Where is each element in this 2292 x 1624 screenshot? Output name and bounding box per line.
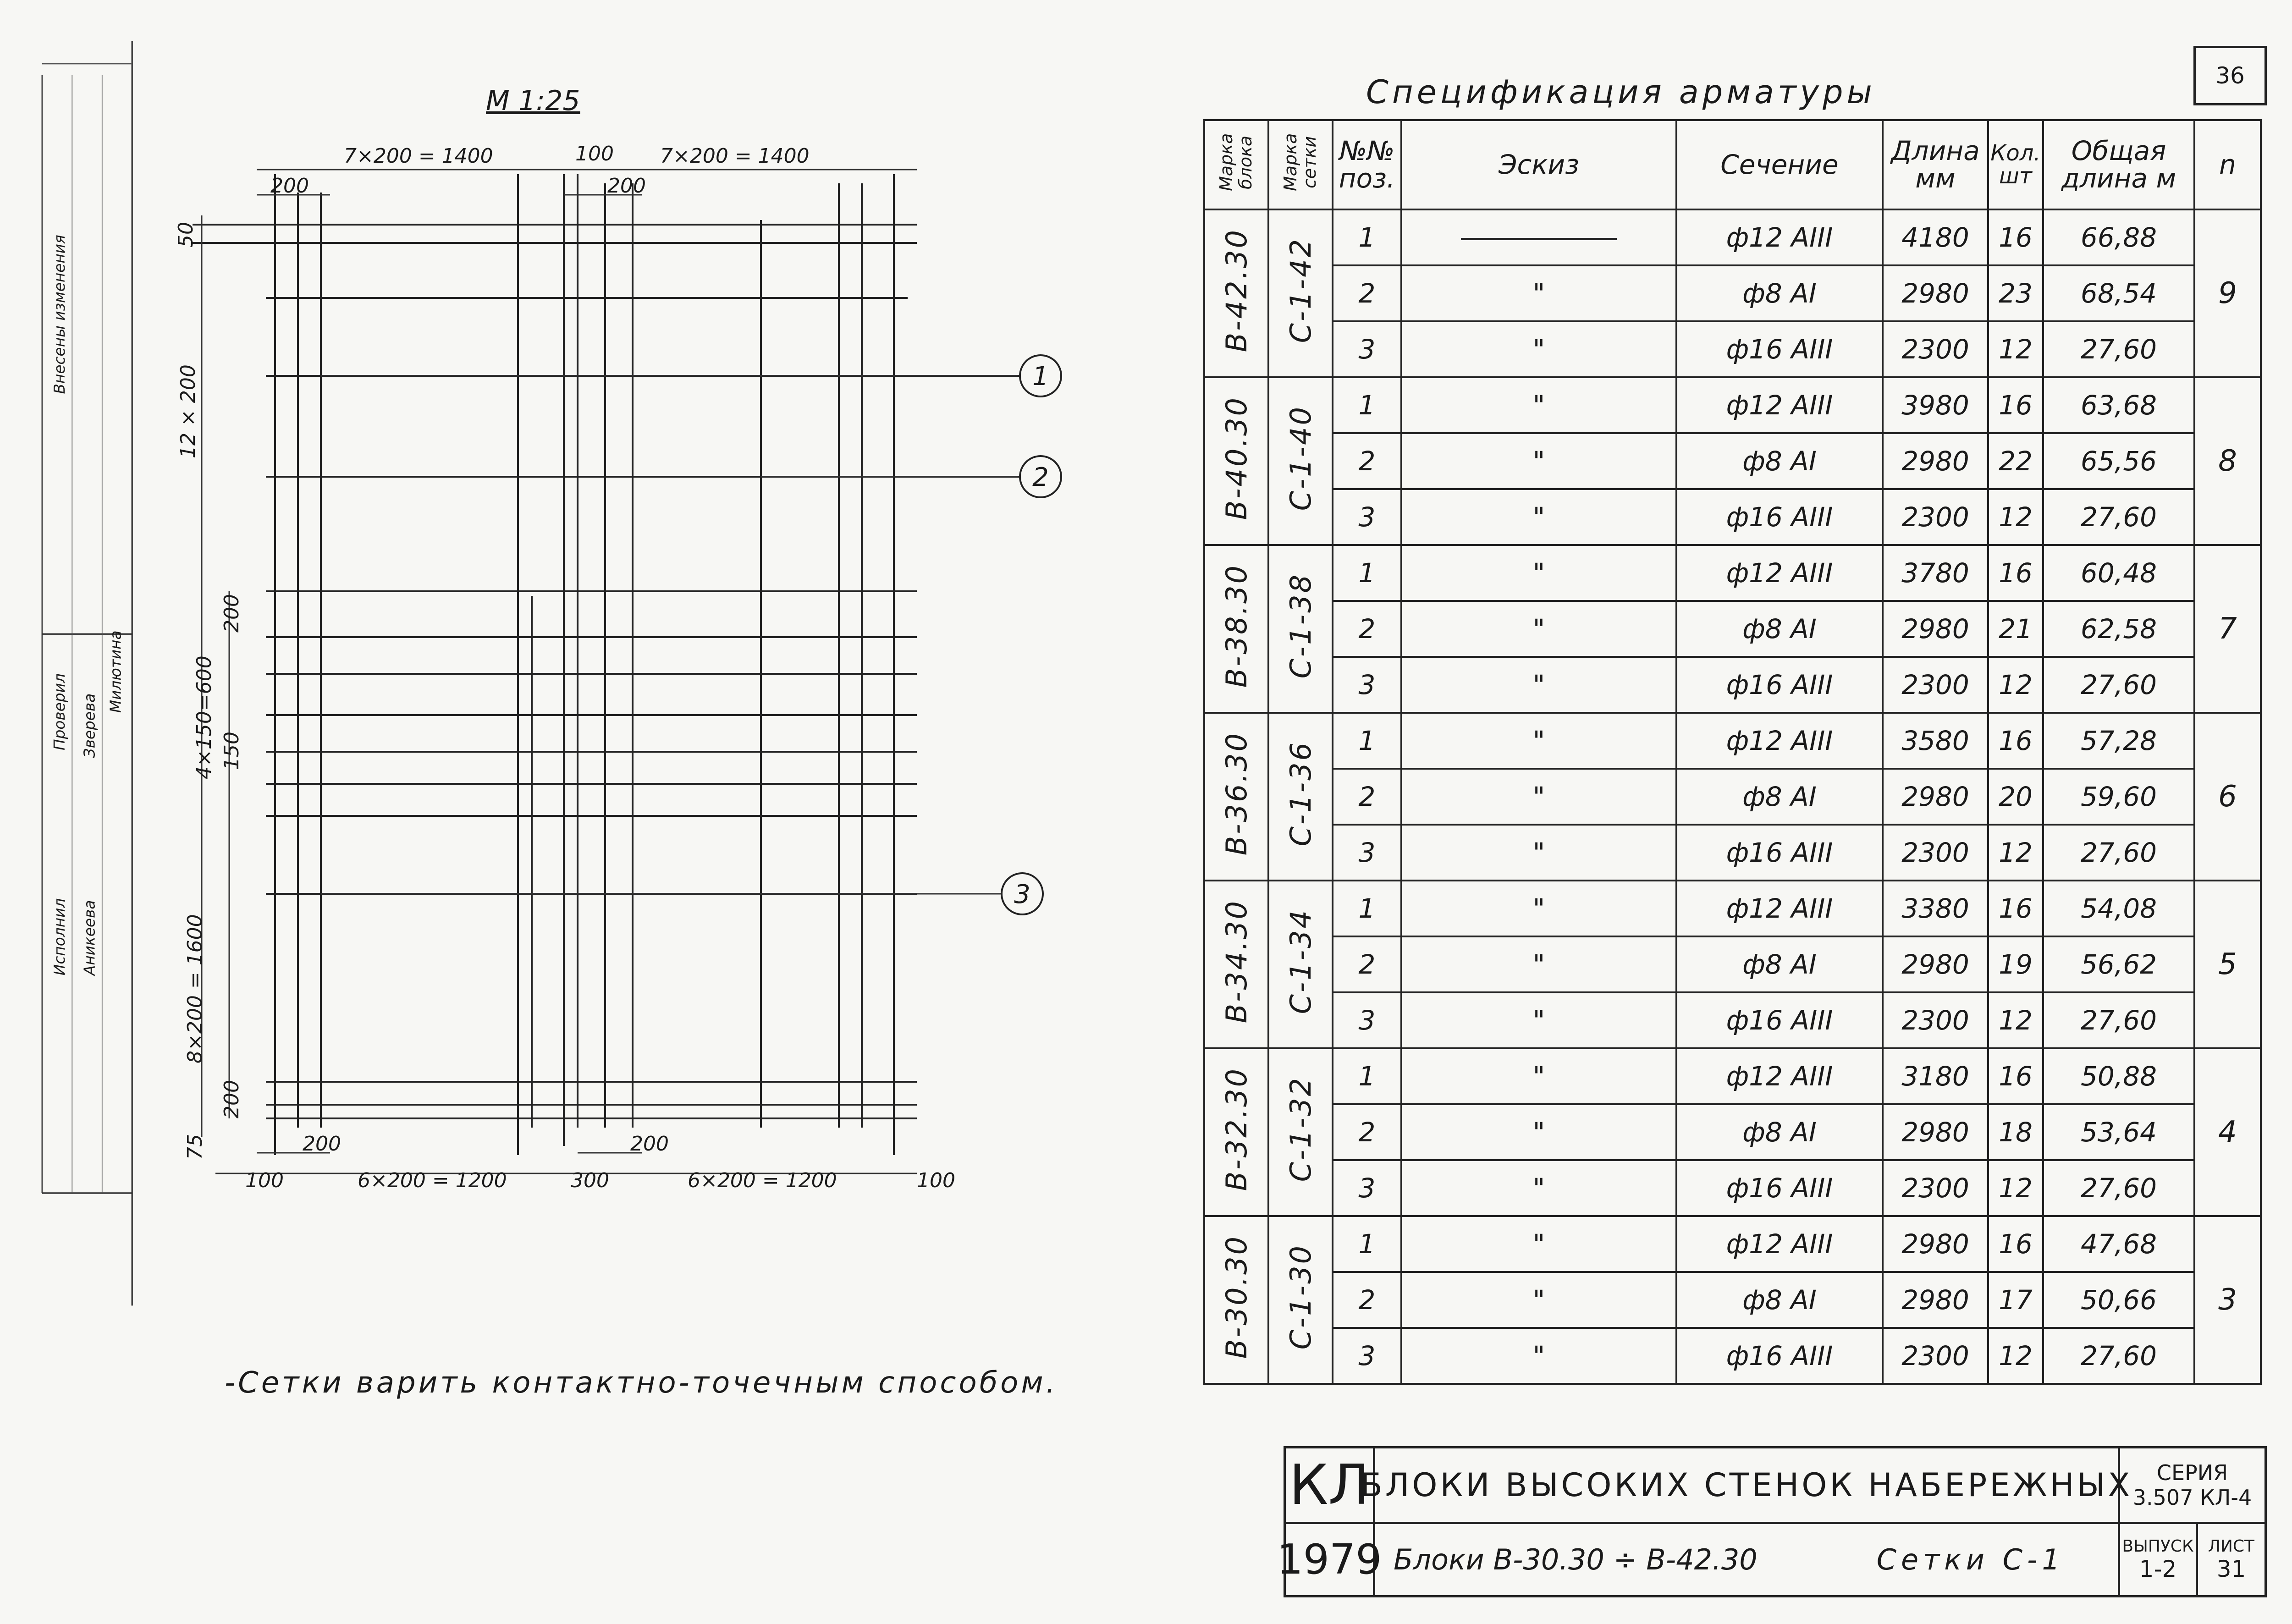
hdr-n: n — [2194, 120, 2261, 209]
pos-cell: 3 — [1333, 1328, 1401, 1384]
section-cell: ф16 АIII — [1676, 1328, 1883, 1384]
pos-cell: 2 — [1333, 769, 1401, 825]
length-cell: 2300 — [1883, 1328, 1988, 1384]
spec-title: Спецификация арматуры — [1366, 73, 1876, 111]
block-mark: В-42.30 — [1219, 228, 1253, 352]
bar-sketch — [1461, 238, 1617, 240]
stamp-name-checked: Зверева — [81, 693, 99, 758]
total-length-cell: 27,60 — [2043, 825, 2194, 881]
dim-left-top: 50 — [174, 222, 198, 248]
pos-cell: 3 — [1333, 321, 1401, 377]
sketch-cell: " — [1401, 1104, 1676, 1160]
section-cell: ф12 АIII — [1676, 209, 1883, 265]
section-cell: ф8 АI — [1676, 1104, 1883, 1160]
qty-cell: 16 — [1988, 1048, 2043, 1104]
block-mark: В-30.30 — [1219, 1234, 1253, 1359]
tb-sheet — [2198, 1524, 2264, 1595]
qty-cell: 16 — [1988, 713, 2043, 769]
sketch-cell — [1401, 209, 1676, 265]
tb-series-label: СЕРИЯ — [2156, 1460, 2228, 1485]
spec-row — [1204, 713, 2261, 769]
dim-left-75: 75 — [183, 1134, 207, 1160]
block-mark: В-38.30 — [1219, 563, 1253, 688]
length-cell: 2980 — [1883, 769, 1988, 825]
total-length-cell: 47,68 — [2043, 1216, 2194, 1272]
pos-cell: 2 — [1333, 936, 1401, 992]
pos-cell: 3 — [1333, 825, 1401, 881]
spec-row — [1204, 489, 2261, 545]
mesh-mark: С-1-34 — [1284, 908, 1317, 1014]
qty-cell: 12 — [1988, 1328, 2043, 1384]
qty-cell: 21 — [1988, 601, 2043, 657]
section-cell: ф16 АIII — [1676, 1160, 1883, 1216]
n-cell: 9 — [2194, 209, 2261, 377]
sketch-cell: " — [1401, 321, 1676, 377]
length-cell: 2980 — [1883, 1272, 1988, 1328]
length-cell: 2980 — [1883, 1216, 1988, 1272]
tb-org: КЛ — [1286, 1448, 1375, 1524]
dim-left-200-b: 200 — [220, 1080, 243, 1118]
pos-cell: 2 — [1333, 601, 1401, 657]
welding-note: -Сетки варить контактно-точечным способом. — [225, 1366, 1058, 1400]
tb-issue-value: 1-2 — [2139, 1556, 2177, 1582]
total-length-cell: 27,60 — [2043, 1328, 2194, 1384]
block-mark: В-36.30 — [1219, 731, 1253, 856]
section-cell: ф16 АIII — [1676, 489, 1883, 545]
dim-top-200-right: 200 — [607, 174, 646, 198]
mesh-mark: С-1-30 — [1284, 1244, 1317, 1350]
sketch-cell: " — [1401, 825, 1676, 881]
dim-left-200-a: 200 — [220, 594, 243, 633]
spec-row — [1204, 545, 2261, 601]
section-cell: ф12 АIII — [1676, 377, 1883, 433]
length-cell: 2300 — [1883, 321, 1988, 377]
mesh-mark: С-1-38 — [1284, 573, 1317, 679]
tb-subtitle2: Сетки С-1 — [1876, 1543, 2065, 1576]
sketch-cell: " — [1401, 377, 1676, 433]
tb-sheet-value: 31 — [2216, 1556, 2246, 1582]
spec-row — [1204, 992, 2261, 1048]
mesh-drawing — [0, 0, 1146, 1329]
length-cell: 3380 — [1883, 881, 1988, 936]
total-length-cell: 27,60 — [2043, 992, 2194, 1048]
tb-issue-label: ВЫПУСК — [2122, 1537, 2194, 1556]
pos-cell: 1 — [1333, 545, 1401, 601]
length-cell: 3580 — [1883, 713, 1988, 769]
dim-top-right: 7×200 = 1400 — [660, 144, 810, 168]
dim-bottom-200-left: 200 — [303, 1132, 341, 1156]
spec-row — [1204, 1048, 2261, 1104]
pos-cell: 2 — [1333, 1104, 1401, 1160]
hdr-pos: №№ поз. — [1333, 120, 1401, 209]
section-cell: ф8 АI — [1676, 433, 1883, 489]
block-mark-cell — [1204, 1048, 1268, 1216]
spec-row — [1204, 825, 2261, 881]
pos-cell: 3 — [1333, 992, 1401, 1048]
sketch-cell: " — [1401, 1272, 1676, 1328]
sketch-cell: " — [1401, 1328, 1676, 1384]
block-mark-cell — [1204, 545, 1268, 713]
length-cell: 2300 — [1883, 825, 1988, 881]
block-mark: В-32.30 — [1219, 1067, 1253, 1191]
pos-cell: 1 — [1333, 1216, 1401, 1272]
spec-row — [1204, 321, 2261, 377]
dim-left-8x200: 8×200 = 1600 — [183, 914, 207, 1063]
hdr-length: Длина мм — [1883, 120, 1988, 209]
tb-year: 1979 — [1286, 1524, 1375, 1595]
sketch-cell: " — [1401, 545, 1676, 601]
total-length-cell: 57,28 — [2043, 713, 2194, 769]
length-cell: 3980 — [1883, 377, 1988, 433]
spec-row — [1204, 881, 2261, 936]
mesh-mark: С-1-40 — [1284, 405, 1317, 511]
qty-cell: 20 — [1988, 769, 2043, 825]
sheet-number: 36 — [2193, 46, 2267, 105]
hdr-section: Сечение — [1676, 120, 1883, 209]
dim-bottom-right: 6×200 = 1200 — [688, 1169, 837, 1192]
length-cell: 2980 — [1883, 936, 1988, 992]
section-cell: ф8 АI — [1676, 265, 1883, 321]
n-cell: 4 — [2194, 1048, 2261, 1216]
sketch-cell: " — [1401, 992, 1676, 1048]
spec-row — [1204, 1160, 2261, 1216]
length-cell: 2980 — [1883, 265, 1988, 321]
tb-series — [2120, 1448, 2264, 1524]
pos-cell: 1 — [1333, 713, 1401, 769]
dim-bottom-left: 6×200 = 1200 — [358, 1169, 507, 1192]
tb-subtitle-row — [1375, 1524, 2120, 1595]
sketch-cell: " — [1401, 657, 1676, 713]
qty-cell: 12 — [1988, 825, 2043, 881]
section-cell: ф16 АIII — [1676, 321, 1883, 377]
dim-left-12x200: 12 × 200 — [176, 364, 200, 458]
section-cell: ф8 АI — [1676, 601, 1883, 657]
block-mark: В-34.30 — [1219, 899, 1253, 1024]
sketch-cell: " — [1401, 265, 1676, 321]
spec-row — [1204, 1104, 2261, 1160]
spec-row — [1204, 601, 2261, 657]
section-cell: ф12 АIII — [1676, 1048, 1883, 1104]
section-cell: ф12 АIII — [1676, 713, 1883, 769]
hdr-sketch: Эскиз — [1401, 120, 1676, 209]
stamp-name-exec: Аникеева — [81, 900, 99, 976]
sketch-cell: " — [1401, 769, 1676, 825]
stamp-label-exec: Исполнил — [50, 898, 68, 976]
qty-cell: 22 — [1988, 433, 2043, 489]
qty-cell: 16 — [1988, 377, 2043, 433]
spec-header-row — [1204, 120, 2261, 209]
qty-cell: 17 — [1988, 1272, 2043, 1328]
stamp-label-checked: Проверил — [50, 673, 68, 751]
dim-top-left: 7×200 = 1400 — [344, 144, 493, 168]
spec-row — [1204, 377, 2261, 433]
block-mark: В-40.30 — [1219, 396, 1253, 520]
n-cell: 7 — [2194, 545, 2261, 713]
dim-bottom-100-right: 100 — [917, 1169, 955, 1192]
total-length-cell: 27,60 — [2043, 657, 2194, 713]
mesh-mark-cell — [1268, 1048, 1333, 1216]
total-length-cell: 50,88 — [2043, 1048, 2194, 1104]
section-cell: ф8 АI — [1676, 936, 1883, 992]
length-cell: 3780 — [1883, 545, 1988, 601]
pos-cell: 3 — [1333, 489, 1401, 545]
stamp-name-checked2: Милютина — [107, 630, 125, 713]
mesh-mark-cell — [1268, 1216, 1333, 1384]
mesh-outline — [193, 174, 1022, 1155]
tb-sheet-label: ЛИСТ — [2208, 1537, 2255, 1556]
total-length-cell: 59,60 — [2043, 769, 2194, 825]
block-mark-cell — [1204, 209, 1268, 377]
section-cell: ф16 АIII — [1676, 657, 1883, 713]
spec-row — [1204, 433, 2261, 489]
qty-cell: 12 — [1988, 489, 2043, 545]
mesh-mark-cell — [1268, 209, 1333, 377]
qty-cell: 12 — [1988, 657, 2043, 713]
block-mark-cell — [1204, 713, 1268, 881]
section-cell: ф12 АIII — [1676, 881, 1883, 936]
sketch-cell: " — [1401, 881, 1676, 936]
hdr-qty: Кол. шт — [1988, 120, 2043, 209]
mesh-mark: С-1-32 — [1284, 1076, 1317, 1182]
length-cell: 2980 — [1883, 433, 1988, 489]
n-cell: 5 — [2194, 881, 2261, 1048]
callout-1: 1 — [1032, 362, 1049, 391]
spec-row — [1204, 1216, 2261, 1272]
hdr-total-length: Общая длина м — [2043, 120, 2194, 209]
pos-cell: 1 — [1333, 209, 1401, 265]
total-length-cell: 68,54 — [2043, 265, 2194, 321]
dim-bottom-300: 300 — [571, 1169, 609, 1192]
pos-cell: 2 — [1333, 265, 1401, 321]
spec-row — [1204, 769, 2261, 825]
dim-bottom-200-right: 200 — [630, 1132, 669, 1156]
length-cell: 2980 — [1883, 1104, 1988, 1160]
n-cell: 3 — [2194, 1216, 2261, 1384]
sketch-cell: " — [1401, 433, 1676, 489]
section-cell: ф16 АIII — [1676, 992, 1883, 1048]
length-cell: 2980 — [1883, 601, 1988, 657]
spec-row — [1204, 1272, 2261, 1328]
total-length-cell: 53,64 — [2043, 1104, 2194, 1160]
stamp-label-changes: Внесены изменения — [50, 235, 68, 394]
section-cell: ф8 АI — [1676, 769, 1883, 825]
spec-row — [1204, 265, 2261, 321]
spec-table — [1203, 119, 2262, 1385]
mesh-mark: С-1-42 — [1284, 237, 1317, 343]
n-cell: 6 — [2194, 713, 2261, 881]
spec-row — [1204, 1328, 2261, 1384]
pos-cell: 1 — [1333, 881, 1401, 936]
sketch-cell: " — [1401, 1160, 1676, 1216]
block-mark-cell — [1204, 1216, 1268, 1384]
total-length-cell: 66,88 — [2043, 209, 2194, 265]
n-cell: 8 — [2194, 377, 2261, 545]
total-length-cell: 27,60 — [2043, 489, 2194, 545]
pos-cell: 3 — [1333, 1160, 1401, 1216]
pos-cell: 3 — [1333, 657, 1401, 713]
section-cell: ф12 АIII — [1676, 1216, 1883, 1272]
dim-top-mid: 100 — [575, 142, 614, 165]
mesh-mark-cell — [1268, 377, 1333, 545]
tb-issue — [2120, 1524, 2198, 1595]
tb-title: БЛОКИ ВЫСОКИХ СТЕНОК НАБЕРЕЖНЫХ — [1375, 1448, 2120, 1524]
total-length-cell: 60,48 — [2043, 545, 2194, 601]
tb-series-value: 3.507 КЛ-4 — [2132, 1485, 2252, 1510]
section-cell: ф12 АIII — [1676, 545, 1883, 601]
tb-subtitle: Блоки В-30.30 ÷ В-42.30 — [1394, 1543, 1758, 1576]
qty-cell: 18 — [1988, 1104, 2043, 1160]
total-length-cell: 56,62 — [2043, 936, 2194, 992]
title-block — [1277, 1446, 2267, 1597]
spec-row — [1204, 657, 2261, 713]
sketch-cell: " — [1401, 489, 1676, 545]
qty-cell: 12 — [1988, 992, 2043, 1048]
pos-cell: 1 — [1333, 1048, 1401, 1104]
mesh-mark: С-1-36 — [1284, 740, 1317, 847]
qty-cell: 16 — [1988, 1216, 2043, 1272]
spec-row — [1204, 209, 2261, 265]
callout-2: 2 — [1032, 462, 1049, 492]
length-cell: 2300 — [1883, 489, 1988, 545]
qty-cell: 23 — [1988, 265, 2043, 321]
mesh-mark-cell — [1268, 881, 1333, 1048]
mesh-mark-cell — [1268, 713, 1333, 881]
qty-cell: 19 — [1988, 936, 2043, 992]
sketch-cell: " — [1401, 601, 1676, 657]
section-cell: ф8 АI — [1676, 1272, 1883, 1328]
qty-cell: 16 — [1988, 545, 2043, 601]
spec-row — [1204, 936, 2261, 992]
sketch-cell: " — [1401, 1048, 1676, 1104]
mesh-mark-cell — [1268, 545, 1333, 713]
length-cell: 3180 — [1883, 1048, 1988, 1104]
pos-cell: 2 — [1333, 433, 1401, 489]
total-length-cell: 54,08 — [2043, 881, 2194, 936]
qty-cell: 16 — [1988, 881, 2043, 936]
length-cell: 4180 — [1883, 209, 1988, 265]
hdr-mesh-mark: Марка сетки — [1268, 120, 1333, 209]
total-length-cell: 27,60 — [2043, 1160, 2194, 1216]
length-cell: 2300 — [1883, 1160, 1988, 1216]
sketch-cell: " — [1401, 1216, 1676, 1272]
callout-3: 3 — [1014, 880, 1030, 909]
section-cell: ф16 АIII — [1676, 825, 1883, 881]
pos-cell: 1 — [1333, 377, 1401, 433]
dim-bottom-100-left: 100 — [245, 1169, 284, 1192]
qty-cell: 12 — [1988, 1160, 2043, 1216]
length-cell: 2300 — [1883, 657, 1988, 713]
total-length-cell: 27,60 — [2043, 321, 2194, 377]
total-length-cell: 63,68 — [2043, 377, 2194, 433]
dim-left-150: 150 — [220, 732, 243, 770]
qty-cell: 16 — [1988, 209, 2043, 265]
hdr-block-mark: Марка блока — [1204, 120, 1268, 209]
dim-left-4x150: 4×150=600 — [193, 655, 216, 779]
length-cell: 2300 — [1883, 992, 1988, 1048]
pos-cell: 2 — [1333, 1272, 1401, 1328]
block-mark-cell — [1204, 377, 1268, 545]
sketch-cell: " — [1401, 936, 1676, 992]
block-mark-cell — [1204, 881, 1268, 1048]
qty-cell: 12 — [1988, 321, 2043, 377]
total-length-cell: 62,58 — [2043, 601, 2194, 657]
sketch-cell: " — [1401, 713, 1676, 769]
total-length-cell: 50,66 — [2043, 1272, 2194, 1328]
drawing-scale: М 1:25 — [486, 85, 580, 117]
dim-top-200-left: 200 — [270, 174, 309, 198]
total-length-cell: 65,56 — [2043, 433, 2194, 489]
